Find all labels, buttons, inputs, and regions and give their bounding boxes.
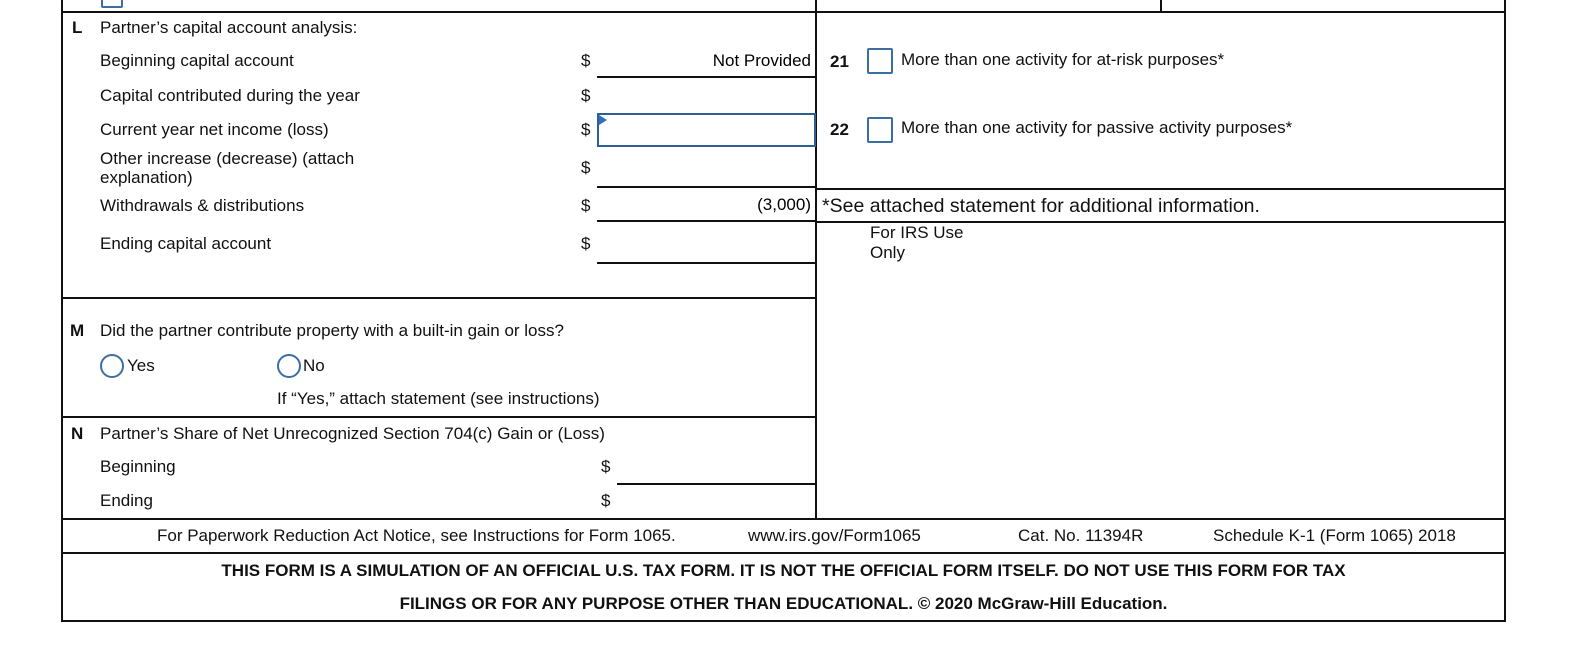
- irs-url-link[interactable]: www.irs.gov/Form1065: [748, 526, 921, 545]
- currency-symbol: $: [581, 51, 591, 70]
- form-left-border: [61, 0, 63, 622]
- section-n-beginning-label: Beginning: [100, 457, 176, 476]
- section-l-bottom-rule: [61, 297, 816, 299]
- section-m-note: If “Yes,” attach statement (see instructions): [277, 389, 600, 408]
- yes-label: Yes: [127, 356, 155, 375]
- active-field-flag-icon: [599, 115, 607, 125]
- box-22-number: 22: [830, 120, 849, 139]
- other-increase-label-line2: explanation): [100, 168, 193, 187]
- form-right-border: [1504, 0, 1506, 622]
- partial-checkbox-icon[interactable]: [101, 0, 123, 8]
- footer-top-rule: [61, 518, 1506, 520]
- box-21-label: More than one activity for at-risk purposes*: [901, 50, 1225, 69]
- section-n-letter: N: [71, 424, 84, 443]
- irs-use-line1: For IRS Use: [870, 223, 964, 242]
- section-m-question: Did the partner contribute property with a built-in gain or loss?: [100, 321, 564, 340]
- withdrawals-field[interactable]: [597, 190, 815, 222]
- box-22-label: More than one activity for passive activity purposes*: [901, 118, 1293, 137]
- irs-use-line2: Only: [870, 243, 905, 262]
- currency-symbol: $: [581, 196, 591, 215]
- currency-symbol: $: [581, 86, 591, 105]
- box-22-checkbox[interactable]: [867, 117, 893, 143]
- currency-symbol: $: [581, 120, 591, 139]
- disclaimer-line2: FILINGS OR FOR ANY PURPOSE OTHER THAN EDUCATIONAL. © 2020 McGraw-Hill Education.: [399, 594, 1168, 613]
- box-21-checkbox[interactable]: [867, 48, 893, 74]
- currency-symbol: $: [581, 234, 591, 253]
- see-attached-note: *See attached statement for additional information.: [822, 195, 1260, 217]
- disclaimer-line1: THIS FORM IS A SIMULATION OF AN OFFICIAL U.S. TAX FORM. IT IS NOT THE OFFICIAL FORM ITSELF. DO NOT USE THIS FORM FOR TAX: [221, 561, 1346, 580]
- beginning-capital-field[interactable]: [597, 46, 815, 78]
- paperwork-notice: For Paperwork Reduction Act Notice, see Instructions for Form 1065.: [157, 526, 676, 545]
- other-increase-field[interactable]: [597, 156, 815, 188]
- section-n-ending-label: Ending: [100, 491, 153, 510]
- top-rule: [61, 11, 1506, 13]
- ending-capital-label: Ending capital account: [100, 234, 272, 253]
- footer-bottom-rule: [61, 552, 1506, 554]
- section-n-beginning-field[interactable]: [617, 453, 815, 485]
- withdrawals-label: Withdrawals & distributions: [100, 196, 305, 215]
- ending-capital-field[interactable]: [597, 232, 815, 264]
- yes-radio[interactable]: [100, 354, 124, 378]
- currency-symbol: $: [601, 457, 611, 476]
- form-bottom-rule: [61, 620, 1506, 622]
- other-increase-label-line1: Other increase (decrease) (attach: [100, 149, 355, 168]
- section-l-letter: L: [72, 18, 83, 37]
- section-n-title: Partner’s Share of Net Unrecognized Section 704(c) Gain or (Loss): [100, 424, 605, 443]
- beginning-capital-label: Beginning capital account: [100, 51, 294, 70]
- currency-symbol: $: [581, 158, 591, 177]
- section-m-bottom-rule: [61, 416, 816, 418]
- currency-symbol: $: [601, 491, 611, 510]
- no-label: No: [303, 356, 325, 375]
- box-21-number: 21: [830, 52, 849, 71]
- catalog-number: Cat. No. 11394R: [1018, 526, 1144, 545]
- section-m-letter: M: [70, 321, 85, 340]
- capital-contributed-field[interactable]: [597, 80, 815, 112]
- no-radio[interactable]: [277, 354, 301, 378]
- net-income-label: Current year net income (loss): [100, 120, 329, 139]
- column-divider: [815, 0, 817, 519]
- section-l-title: Partner’s capital account analysis:: [100, 18, 358, 37]
- schedule-name: Schedule K-1 (Form 1065) 2018: [1213, 526, 1456, 545]
- net-income-field[interactable]: [597, 113, 816, 147]
- right-rule-1: [815, 188, 1506, 190]
- capital-contributed-label: Capital contributed during the year: [100, 86, 360, 105]
